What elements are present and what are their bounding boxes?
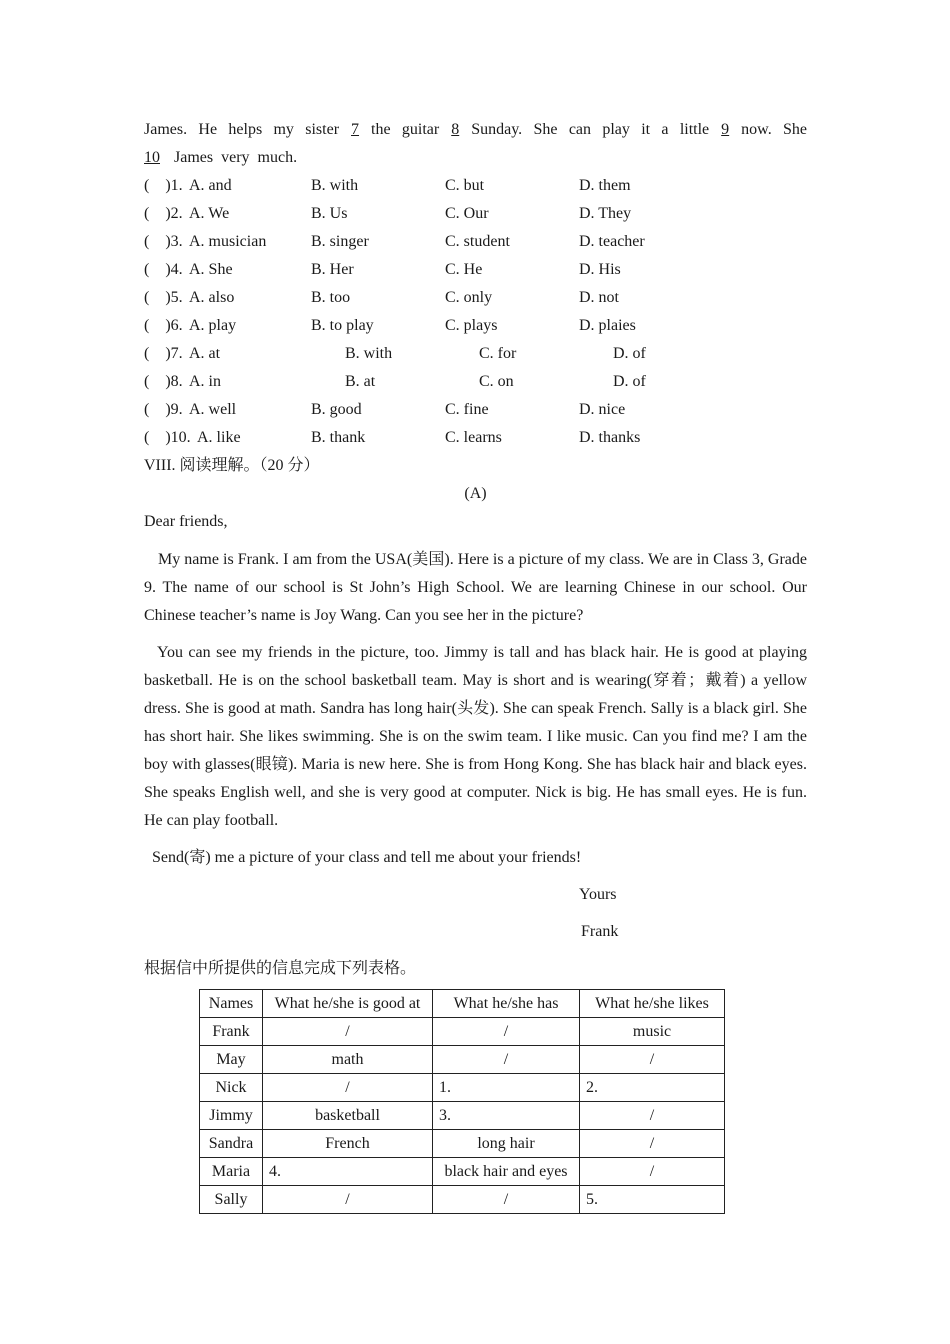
option-d: D. of [613,373,646,390]
table-row [200,1158,725,1186]
header-names: Names [200,990,263,1018]
table-cell: May [200,1046,263,1074]
passage-text: Sunday. She can play it a little [471,121,710,138]
table-cell: / [263,1074,433,1102]
question-row [144,396,807,424]
option-d: D. plaies [579,317,636,334]
table-cell: Maria [200,1158,263,1186]
option-a: A. play [189,317,237,334]
option-b: B. singer [311,233,369,250]
option-b: B. thank [311,429,366,446]
question-row [144,256,807,284]
option-d: D. They [579,205,632,222]
question-row [144,340,807,368]
table-instruction: 根据信中所提供的信息完成下列表格。 [144,960,417,977]
option-a: A. well [189,401,237,418]
section-title: VIII. 阅读理解。（20 分） [144,457,320,474]
table-cell: math [263,1046,433,1074]
table-cell: Jimmy [200,1102,263,1130]
table-cell: music [580,1018,725,1046]
letter-greeting: Dear friends, [144,513,228,530]
option-c: C. student [445,233,510,250]
header-good-at: What he/she is good at [263,990,433,1018]
question-number: ( )9. [144,401,183,418]
option-d: D. nice [579,401,626,418]
blank-8: 8 [451,121,460,138]
option-c: C. plays [445,317,498,334]
blank-10: 10 [144,149,160,166]
table-cell: basketball [263,1102,433,1130]
header-likes: What he/she likes [580,990,725,1018]
option-a: A. at [189,345,221,362]
table-cell: / [580,1158,725,1186]
table-cell: / [433,1186,580,1214]
option-c: C. Our [445,205,489,222]
passage-text: James. He helps my sister [144,121,340,138]
question-number: ( )1. [144,177,183,194]
passage-line-2 [144,144,807,172]
question-row [144,172,807,200]
passage-text: the guitar [371,121,440,138]
option-a: A. musician [189,233,267,250]
option-c: C. He [445,261,483,278]
letter-paragraph-3: Send(寄) me a picture of your class and tell me about your friends! [152,849,582,866]
table-row [200,1130,725,1158]
question-number: ( )2. [144,205,183,222]
worksheet-page [144,116,807,983]
table-cell: long hair [433,1130,580,1158]
option-d: D. not [579,289,619,306]
table-cell: 4. [263,1158,433,1186]
header-has: What he/she has [433,990,580,1018]
option-d: D. teacher [579,233,645,250]
question-list [144,172,807,452]
table-cell: / [580,1046,725,1074]
table-cell: / [433,1018,580,1046]
table-header-row [200,990,725,1018]
table-cell: / [580,1102,725,1130]
option-d: D. of [613,345,646,362]
question-row [144,200,807,228]
passage-text: now. She [741,121,808,138]
question-row [144,228,807,256]
table-body [200,1018,725,1214]
table-cell: / [263,1018,433,1046]
question-number: ( )7. [144,345,183,362]
table-cell: French [263,1130,433,1158]
option-b: B. with [311,177,359,194]
table-row [200,1018,725,1046]
option-a: A. We [189,205,230,222]
info-table [199,989,725,1214]
letter-signature: Frank [581,923,619,940]
option-d: D. His [579,261,621,278]
question-row [144,312,807,340]
option-b: B. Us [311,205,348,222]
option-b: B. at [345,373,376,390]
table-cell: black hair and eyes [433,1158,580,1186]
question-number: ( )5. [144,289,183,306]
table-row [200,1186,725,1214]
blank-7: 7 [351,121,360,138]
option-a: A. and [189,177,232,194]
letter-paragraph-1: My name is Frank. I am from the USA(美国). Here is a picture of my class. We are in Class 3, Grade 9. The name of our school is St John’s High School. We are learning Chinese in our school. Our Chinese teacher’s name is Joy Wang. Can you see her in the picture? [144,551,807,624]
question-number: ( )3. [144,233,183,250]
option-a: A. also [189,289,235,306]
table-row [200,1102,725,1130]
option-c: C. only [445,289,493,306]
table-cell: / [580,1130,725,1158]
option-c: C. learns [445,429,502,446]
question-number: ( )10. [144,429,191,446]
passage-text: James very much. [174,149,298,166]
question-number: ( )8. [144,373,183,390]
option-c: C. on [479,373,514,390]
table-row [200,1046,725,1074]
option-d: D. thanks [579,429,641,446]
part-label: (A) [464,485,487,502]
question-row [144,424,807,452]
option-b: B. too [311,289,351,306]
table-cell: Sally [200,1186,263,1214]
table-cell: Frank [200,1018,263,1046]
option-b: B. to play [311,317,374,334]
blank-9: 9 [721,121,730,138]
option-b: B. Her [311,261,354,278]
option-c: C. fine [445,401,489,418]
table-cell: 2. [580,1074,725,1102]
option-d: D. them [579,177,631,194]
option-a: A. like [197,429,241,446]
option-a: A. in [189,373,221,390]
table-row [200,1074,725,1102]
question-number: ( )6. [144,317,183,334]
option-c: C. for [479,345,517,362]
table-cell: / [433,1046,580,1074]
table-cell: 5. [580,1186,725,1214]
option-b: B. with [345,345,393,362]
question-row [144,368,807,396]
question-row [144,284,807,312]
option-a: A. She [189,261,233,278]
question-number: ( )4. [144,261,183,278]
passage-line-1 [144,116,807,144]
table-cell: 1. [433,1074,580,1102]
table-cell: Nick [200,1074,263,1102]
letter-closing: Yours [579,886,617,903]
table-cell: Sandra [200,1130,263,1158]
table-cell: / [263,1186,433,1214]
table-cell: 3. [433,1102,580,1130]
letter-paragraph-2: You can see my friends in the picture, too. Jimmy is tall and has black hair. He is good at playing basketball. He is on the school basketball team. May is short and is wearing(穿着；戴着) a yellow dress. She is good at math. Sandra has long hair(头发). She can speak French. Sally is a black girl. She has short hair. She likes swimming. She is on the swim team. I like music. Can you find me? I am the boy with glasses(眼镜). Maria is new here. She is from Hong Kong. She has black hair and black eyes. She speaks English well, and she is very good at computer. Nick is big. He has small eyes. He is fun. He can play football. [144,644,807,829]
option-b: B. good [311,401,362,418]
option-c: C. but [445,177,485,194]
